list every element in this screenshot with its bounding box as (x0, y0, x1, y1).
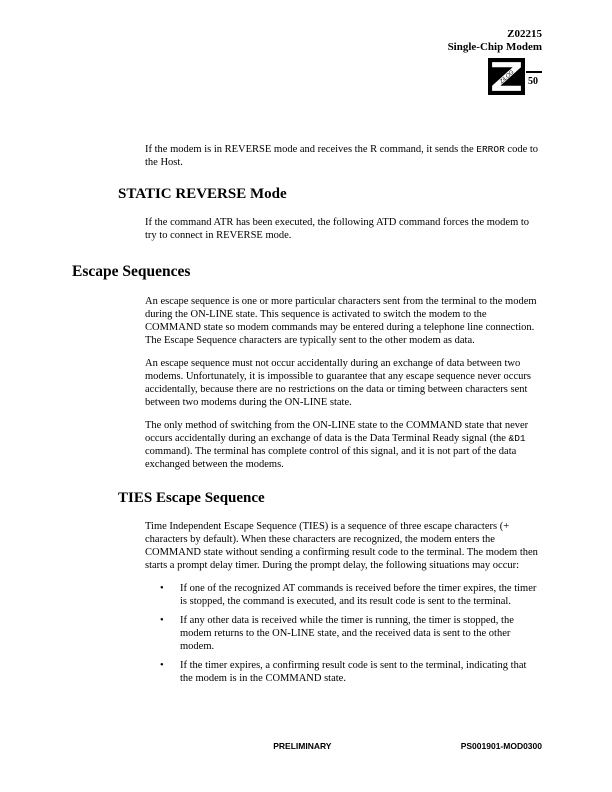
error-code-literal: ERROR (476, 144, 505, 155)
page-number: 50 (528, 76, 538, 87)
escape-seq-paragraph-2: An escape sequence must not occur accidentally during an exchange of data between two modems. Unfortunately, it is impossible to guarantee that any escape sequence never occurs accidentally, because there are no restrictions on the data or timing between characters sent between two modems during the ON-LINE state. (145, 358, 531, 408)
doc-title: Single-Chip Modem (447, 41, 542, 53)
intro-text-pre: If the modem is in REVERSE mode and receives the R command, it sends the (145, 144, 477, 155)
heading-ties-escape-sequence: TIES Escape Sequence (118, 490, 265, 506)
page-footer (72, 741, 542, 755)
static-reverse-paragraph: If the command ATR has been executed, the following ATD command forces the modem to try to connect in REVERSE mode. (145, 217, 530, 241)
ties-intro-paragraph: Time Independent Escape Sequence (TIES) is a sequence of three escape characters (+ characters by default). When these characters are recognized, the modem enters the COMMAND state without sending a confirming result code to the terminal. The modem then starts a prompt delay timer. During the prompt delay, the following situations may occur: (145, 521, 538, 571)
escape-seq-paragraph-1: An escape sequence is one or more particular characters sent from the terminal to the modem during the ON-LINE state. This sequence is activated to switch the modem to the COMMAND state so modem commands may be entered during a telephone line connection. The Escape Sequence characters are typically sent to the other modem as data. (145, 296, 537, 346)
escape-seq-paragraph-3 (145, 419, 540, 471)
bullet-icon: • (160, 615, 164, 626)
heading-escape-sequences: Escape Sequences (72, 263, 191, 280)
escape-seq-p3-pre: The only method of switching from the ON-LINE state to the COMMAND state that never occurs accidentally during an exchange of data is the Data Terminal Ready signal (the (145, 420, 529, 444)
bullet-text: If any other data is received while the timer is running, the timer is stopped, the modem returns to the ON-LINE state, and the received data is sent to the other modem. (180, 615, 514, 652)
intro-paragraph (145, 143, 540, 169)
bullet-text: If one of the recognized AT commands is received before the timer expires, the timer is stopped, the command is executed, and its result code is sent to the terminal. (180, 583, 537, 607)
ties-bullet-list (0, 582, 612, 685)
logo-row (448, 58, 542, 95)
list-item (160, 582, 540, 608)
bullet-icon: • (160, 583, 164, 594)
page-header (448, 28, 542, 95)
zilog-logo-icon (488, 58, 525, 95)
page-number-block (526, 58, 542, 87)
doc-number: Z02215 (507, 28, 542, 40)
intro-text-post: code to the Host. (145, 144, 539, 168)
bullet-text: If the timer expires, a confirming result code is sent to the terminal, indicating that the modem is in the COMMAND state. (180, 660, 527, 684)
bullet-icon: • (160, 660, 164, 671)
zilog-logo-text: ZiLOG (499, 69, 516, 86)
footer-status: PRELIMINARY (273, 741, 332, 751)
d1-command-literal: &D1 (508, 433, 526, 444)
footer-doc-id: PS001901-MOD0300 (460, 741, 542, 751)
list-item (160, 659, 540, 685)
list-item (160, 614, 540, 653)
heading-static-reverse-mode: STATIC REVERSE Mode (118, 186, 287, 202)
escape-seq-p3-post: command). The terminal has complete control of this signal, and it is not part of the data exchanged between the modems. (145, 446, 517, 470)
